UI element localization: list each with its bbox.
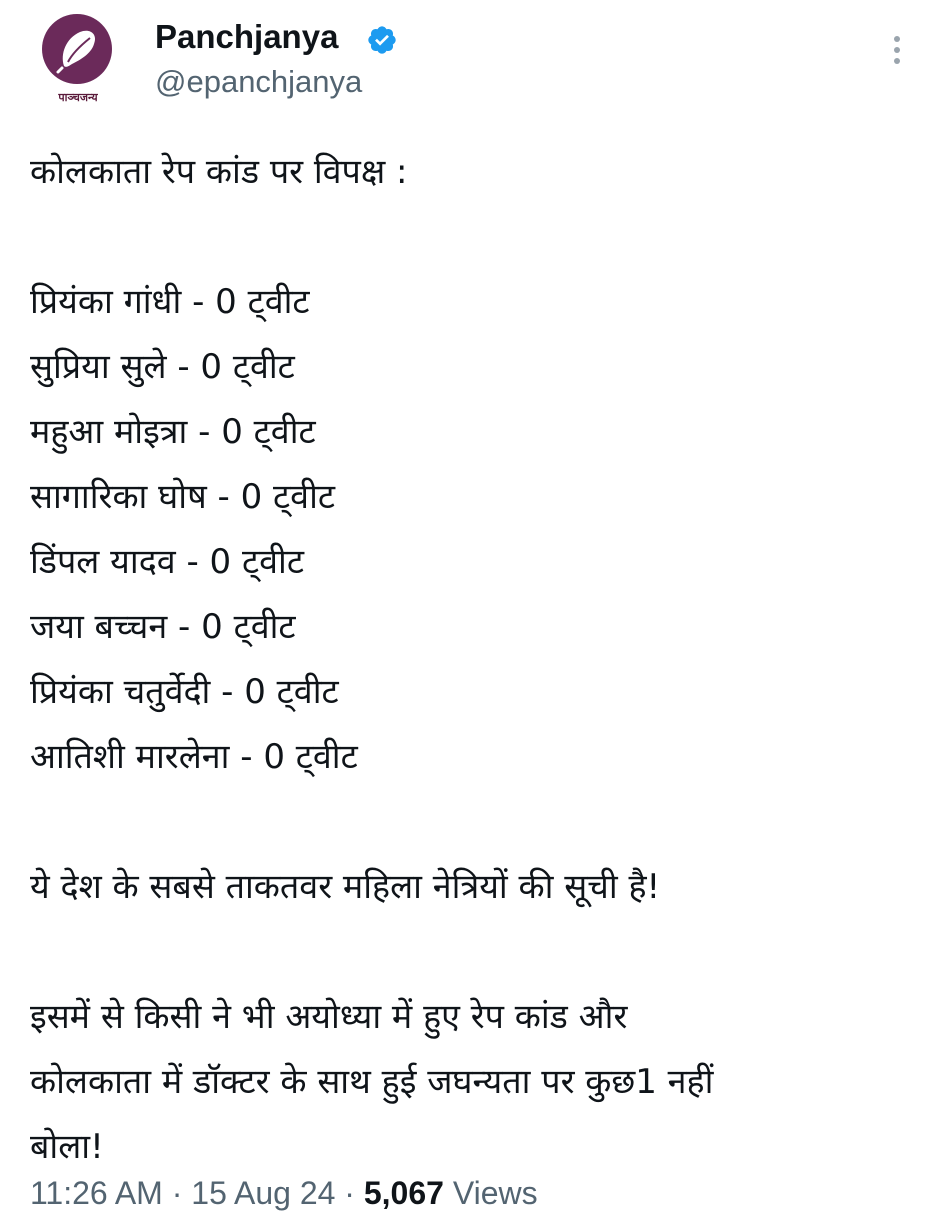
list-item: आतिशी मारलेना - 0 ट्वीट (30, 737, 358, 777)
blank-line (30, 920, 910, 985)
tweet-time[interactable]: 11:26 AM (30, 1175, 163, 1211)
display-name[interactable]: Panchjanya (155, 18, 339, 55)
verified-badge-icon (366, 24, 398, 56)
tweet-intro: कोलकाता रेप कांड पर विपक्ष : (30, 152, 408, 192)
tweet-closing-line: बोला! (30, 1127, 104, 1167)
tweet-statement: ये देश के सबसे ताकतवर महिला नेत्रियों की सूची है! (30, 867, 661, 907)
blank-line (30, 205, 910, 270)
account-handle[interactable]: @epanchjanya (155, 64, 363, 99)
more-vertical-icon[interactable] (880, 32, 914, 72)
tweet-date[interactable]: 15 Aug 24 (191, 1175, 336, 1211)
list-item: सुप्रिया सुले - 0 ट्वीट (30, 347, 295, 387)
avatar[interactable] (32, 12, 124, 118)
meta-separator: · (344, 1175, 355, 1211)
tweet-header (0, 0, 945, 130)
views-count[interactable]: 5,067 (363, 1175, 444, 1211)
meta-separator: · (171, 1175, 183, 1211)
list-item: जया बच्चन - 0 ट्वीट (30, 607, 296, 647)
list-item: डिंपल यादव - 0 ट्वीट (30, 542, 304, 582)
list-item: महुआ मोइत्रा - 0 ट्वीट (30, 412, 316, 452)
list-item: सागारिका घोष - 0 ट्वीट (30, 477, 336, 517)
list-item: प्रियंका गांधी - 0 ट्वीट (30, 282, 310, 322)
list-item: प्रियंका चतुर्वेदी - 0 ट्वीट (30, 672, 339, 712)
blank-line (30, 790, 910, 855)
tweet-closing-line: इसमें से किसी ने भी अयोध्या में हुए रेप कांड और (30, 997, 628, 1037)
views-label[interactable]: Views (452, 1175, 538, 1211)
tweet-text (30, 140, 910, 1180)
avatar-caption: पाञ्चजन्य (58, 91, 98, 104)
tweet-meta (30, 1175, 538, 1212)
tweet-closing-line: कोलकाता में डॉक्टर के साथ हुई जघन्यता पर कुछ1 नहीं (30, 1062, 714, 1102)
conch-logo-icon (42, 14, 112, 84)
